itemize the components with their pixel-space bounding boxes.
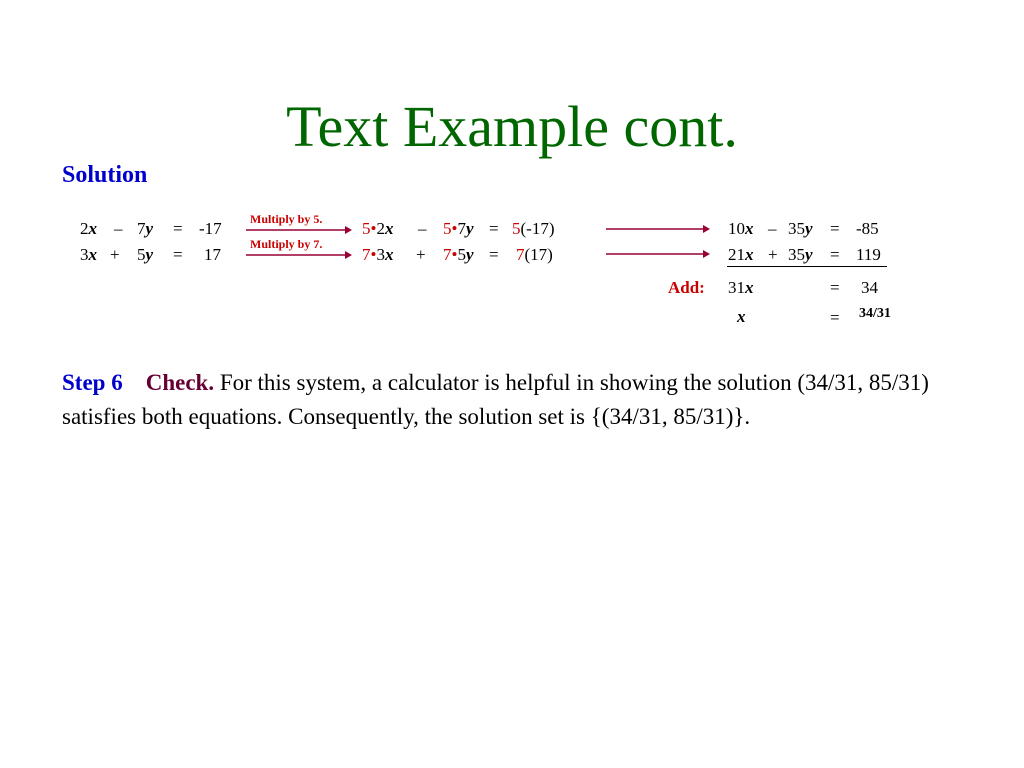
solve-equals: = <box>830 308 840 327</box>
solve-value: 34/31 <box>859 306 891 321</box>
scaled-2-equals: = <box>489 245 499 264</box>
result-1-op: – <box>768 219 777 238</box>
arrow-3-icon <box>606 224 710 234</box>
solution-label: Solution <box>62 162 148 188</box>
result-2-term-x: 21x <box>728 245 754 264</box>
equation-2-op: + <box>110 245 120 264</box>
step-6-paragraph <box>62 366 982 434</box>
result-1-constant: -85 <box>856 219 879 238</box>
scaled-1-op: – <box>418 219 427 238</box>
sum-term-x: 31x <box>728 278 754 297</box>
scaled-1-term-y: 5•7y <box>443 219 474 238</box>
sum-constant: 34 <box>861 278 878 297</box>
result-2-constant: 119 <box>856 245 881 264</box>
arrow-2-icon <box>246 250 352 260</box>
result-1-term-x: 10x <box>728 219 754 238</box>
equation-2-coeff-y: 5y <box>137 245 154 264</box>
scaled-2-term-x: 7•3x <box>362 245 394 264</box>
scaled-2-op: + <box>416 245 426 264</box>
multiply-by-7-note: Multiply by 7. <box>250 237 323 251</box>
equation-2-equals: = <box>173 245 183 264</box>
equation-1-coeff-y: 7y <box>137 219 154 238</box>
equation-1-coeff-x: 2x <box>80 219 97 238</box>
equation-1-equals: = <box>173 219 183 238</box>
scaled-1-constant: 5(-17) <box>512 219 555 238</box>
equation-1-constant: -17 <box>199 219 222 238</box>
step-6-label: Step 6 <box>62 370 123 395</box>
scaled-1-term-x: 5•2x <box>362 219 394 238</box>
equation-1-op: – <box>114 219 123 238</box>
add-label: Add: <box>668 278 705 297</box>
result-1-term-y: 35y <box>788 219 813 238</box>
result-2-equals: = <box>830 245 840 264</box>
result-1-equals: = <box>830 219 840 238</box>
scaled-1-equals: = <box>489 219 499 238</box>
scaled-2-term-y: 7•5y <box>443 245 474 264</box>
result-2-op: + <box>768 245 778 264</box>
solve-variable: x <box>737 307 746 326</box>
arrow-4-icon <box>606 249 710 259</box>
result-2-term-y: 35y <box>788 245 813 264</box>
scaled-2-constant: 7(17) <box>516 245 553 264</box>
equation-2-coeff-x: 3x <box>80 245 97 264</box>
step-6-text: For this system, a calculator is helpful in showing the solution (34/31, 85/31) satisfies both equations. Consequently, the solution set is {(34/31, 85/31)}. <box>62 370 929 429</box>
sum-equals: = <box>830 278 840 297</box>
arrow-1-icon <box>246 225 352 235</box>
sum-underline <box>727 266 887 267</box>
equation-2-constant: 17 <box>204 245 221 264</box>
slide-title: Text Example cont. <box>286 94 738 159</box>
check-label: Check. <box>145 370 215 395</box>
multiply-by-5-note: Multiply by 5. <box>250 212 323 226</box>
